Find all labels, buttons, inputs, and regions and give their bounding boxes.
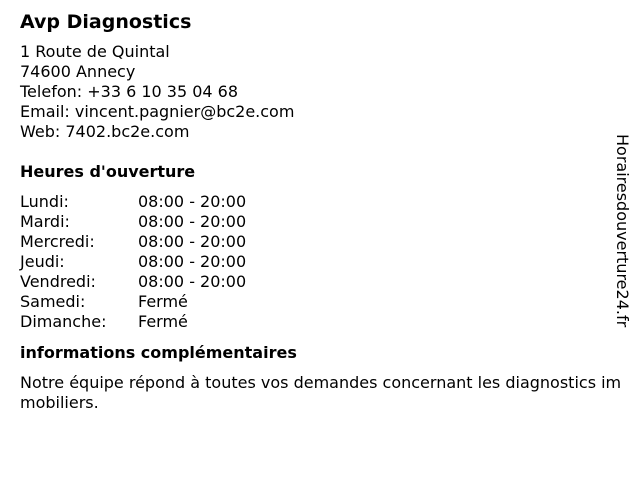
- hours-value: 08:00 - 20:00: [138, 272, 247, 291]
- business-card: [20, 10, 622, 413]
- day-label: Mercredi:: [20, 232, 95, 251]
- hours-value: Fermé: [138, 312, 188, 331]
- website: Web: 7402.bc2e.com: [20, 122, 190, 141]
- hours-value: Fermé: [138, 292, 188, 311]
- hours-row: [20, 232, 610, 252]
- business-name: Avp Diagnostics: [20, 11, 192, 33]
- day-label: Mardi:: [20, 212, 70, 231]
- day-label: Samedi:: [20, 292, 86, 311]
- address-line-1: 1 Route de Quintal: [20, 42, 170, 61]
- day-label: Lundi:: [20, 192, 69, 211]
- address-line-2: 74600 Annecy: [20, 62, 136, 81]
- hours-value: 08:00 - 20:00: [138, 192, 247, 211]
- hours-row: [20, 252, 610, 272]
- hours-value: 08:00 - 20:00: [138, 212, 247, 231]
- info-title: informations complémentaires: [20, 343, 297, 362]
- hours-row: [20, 272, 610, 292]
- day-label: Dimanche:: [20, 312, 107, 331]
- hours-value: 08:00 - 20:00: [138, 252, 247, 271]
- day-label: Jeudi:: [20, 252, 65, 271]
- day-label: Vendredi:: [20, 272, 96, 291]
- hours-table: [20, 192, 610, 332]
- hours-row: [20, 312, 610, 332]
- hours-value: 08:00 - 20:00: [138, 232, 247, 251]
- contact-block: [20, 42, 610, 142]
- phone: Telefon: +33 6 10 35 04 68: [20, 82, 239, 101]
- site-watermark: Horairesdouverture24.fr: [613, 134, 632, 328]
- hours-row: [20, 212, 610, 232]
- hours-row: [20, 292, 610, 312]
- email: Email: vincent.pagnier@bc2e.com: [20, 102, 295, 121]
- hours-row: [20, 192, 610, 212]
- info-text: Notre équipe répond à toutes vos demandes concernant les diagnostics immobiliers.: [20, 373, 622, 412]
- hours-title: Heures d'ouverture: [20, 162, 196, 181]
